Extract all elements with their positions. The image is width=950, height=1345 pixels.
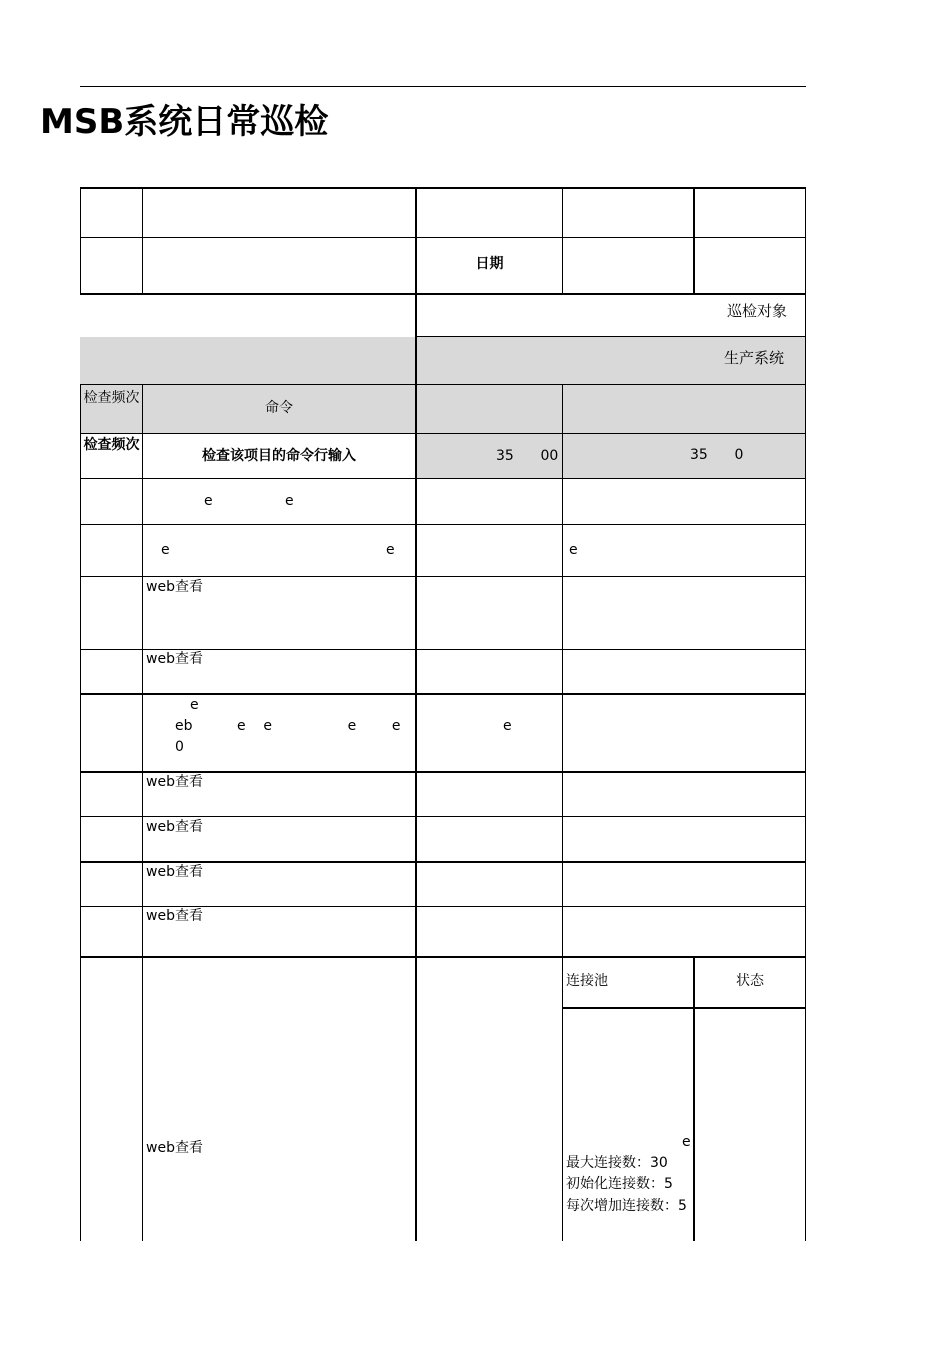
hline xyxy=(80,524,806,525)
row6-command: web查看 xyxy=(146,774,203,790)
command-input-header: 检查该项目的命令行输入 xyxy=(202,448,356,464)
vline xyxy=(415,187,417,1241)
hline xyxy=(80,956,806,958)
hline xyxy=(80,237,806,238)
freq-header-bold: 检查频次 xyxy=(83,437,140,453)
hline xyxy=(80,187,806,189)
row9-command: web查看 xyxy=(146,908,203,924)
row2-text-c: e xyxy=(569,542,578,558)
vline xyxy=(562,187,563,294)
row1-text-a: e xyxy=(204,493,213,509)
top-rule xyxy=(80,86,806,87)
hline xyxy=(416,336,806,337)
row5-line1: e xyxy=(190,697,199,713)
hline xyxy=(80,433,806,434)
server2-label: 35 0 xyxy=(690,447,744,463)
vline xyxy=(805,187,806,1241)
hline xyxy=(80,478,806,479)
row5-col3: e xyxy=(503,718,512,734)
hline xyxy=(80,293,806,295)
status-label: 状态 xyxy=(736,973,764,989)
production-system-label: 生产系统 xyxy=(723,349,784,367)
row3-command: web查看 xyxy=(146,579,203,595)
page-title: MSB系统日常巡检 xyxy=(40,102,329,142)
bold-row-shade xyxy=(416,434,806,479)
vline xyxy=(80,384,81,1241)
row5-line3: 0 xyxy=(175,739,184,755)
hline xyxy=(562,1007,806,1009)
vline xyxy=(562,384,563,1241)
date-label: 日期 xyxy=(475,256,504,272)
inspection-object-label: 巡检对象 xyxy=(726,302,787,320)
server1-label: 35 00 xyxy=(496,448,559,464)
connection-pool-label: 连接池 xyxy=(566,973,608,989)
vline xyxy=(693,187,695,294)
row1-text-b: e xyxy=(285,493,294,509)
command-header: 命令 xyxy=(265,400,293,416)
max-connections: 最大连接数：30 xyxy=(566,1155,668,1171)
row10-command: web查看 xyxy=(146,1140,203,1156)
row7-command: web查看 xyxy=(146,819,203,835)
freq-header: 检查频次 xyxy=(83,390,140,406)
row5-line2: eb e e e e xyxy=(175,718,401,734)
row8-command: web查看 xyxy=(146,864,203,880)
vline xyxy=(80,187,81,294)
vline xyxy=(142,187,143,294)
pool-e: e xyxy=(682,1134,691,1150)
vline xyxy=(142,384,143,1241)
row2-text-a: e xyxy=(161,542,170,558)
row4-command: web查看 xyxy=(146,651,203,667)
incr-connections: 每次增加连接数：5 xyxy=(566,1198,687,1214)
row2-text-b: e xyxy=(386,542,395,558)
init-connections: 初始化连接数：5 xyxy=(566,1176,673,1192)
vline xyxy=(693,956,695,1241)
hline xyxy=(80,384,806,385)
hline xyxy=(80,693,806,695)
